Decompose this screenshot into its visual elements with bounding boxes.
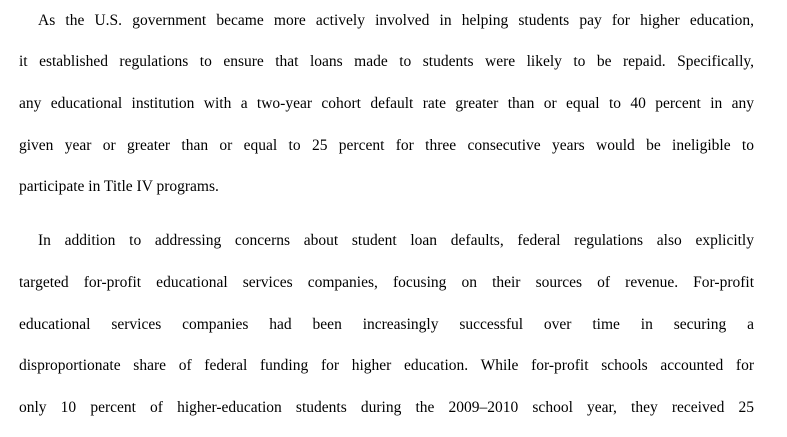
text-line: In addition to addressing concerns about student loan defaults, federal regulations also explicitly — [38, 232, 754, 249]
text-line: any educational institution with a two-year cohort default rate greater than or equal to 40 percent in any — [19, 95, 754, 112]
text-line: it established regulations to ensure that loans made to students were likely to be repaid. Specifically, — [19, 53, 754, 70]
text-line: As the U.S. government became more actively involved in helping students pay for higher education, — [38, 12, 754, 29]
text-line: targeted for-profit educational services companies, focusing on their sources of revenue. For-profit — [19, 274, 754, 291]
text-line: educational services companies had been increasingly successful over time in securing a — [19, 316, 754, 333]
text-line: participate in Title IV programs. — [19, 178, 219, 195]
text-line: only 10 percent of higher-education students during the 2009–2010 school year, they received 25 — [19, 399, 754, 416]
text-line: disproportionate share of federal funding for higher education. While for-profit schools accounted for — [19, 357, 754, 374]
text-line: given year or greater than or equal to 25 percent for three consecutive years would be ineligible to — [19, 137, 754, 154]
